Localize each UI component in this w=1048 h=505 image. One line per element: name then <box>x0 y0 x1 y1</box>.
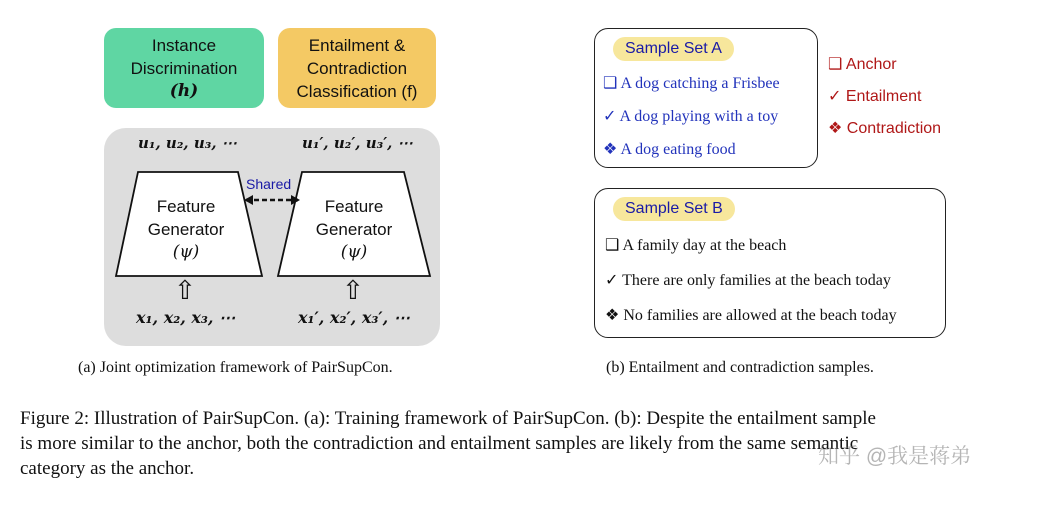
instance-line-3: (h) <box>169 80 199 101</box>
legend-entailment-icon: ✓ <box>828 88 842 105</box>
top-left-variables: u₁, u₂, u₃, ⋯ <box>138 134 237 152</box>
entailment-classification-box <box>278 28 436 108</box>
legend-contradiction-icon: ❖ <box>828 120 843 137</box>
diamond-marker-icon: ❖ <box>605 307 620 324</box>
legend-contradiction-text: Contradiction <box>846 120 942 137</box>
legend-anchor-icon: ❑ <box>828 56 843 73</box>
set-a-item-anchor <box>603 73 780 93</box>
check-marker-icon: ✓ <box>603 108 617 125</box>
generator-right-line-1: Feature <box>324 197 384 216</box>
figure-caption-line-3: category as the anchor. <box>20 458 195 479</box>
generator-right-line-3: (ψ) <box>340 242 368 262</box>
legend-entailment-text: Entailment <box>845 88 922 105</box>
set-b-item-anchor <box>605 235 786 255</box>
set-a-item-contradiction-text: A dog eating food <box>620 141 736 158</box>
top-right-variables: u₁′, u₂′, u₃′, ⋯ <box>302 134 413 152</box>
set-a-item-anchor-text: A dog catching a Frisbee <box>620 75 780 92</box>
shared-label: Shared <box>246 176 292 192</box>
generator-left-line-1: Feature <box>156 197 216 216</box>
entail-line-2: Contradiction <box>306 58 408 78</box>
up-arrow-right-icon: ⇧ <box>342 276 364 306</box>
anchor-marker-icon: ❑ <box>605 237 620 254</box>
set-a-item-contradiction <box>603 139 736 159</box>
watermark: 知乎 @我是蒋弟 <box>818 445 972 468</box>
instance-discrimination-box <box>104 28 264 108</box>
set-a-item-entailment-text: A dog playing with a toy <box>619 108 779 125</box>
set-a-item-entailment <box>603 106 778 126</box>
instance-line-1: Instance <box>151 35 217 55</box>
set-b-item-entailment-text: There are only families at the beach today <box>622 272 891 289</box>
anchor-marker-icon: ❑ <box>603 75 618 92</box>
sample-set-a-title: Sample Set A <box>613 37 734 61</box>
generator-left-line-3: (ψ) <box>172 242 200 262</box>
feature-generator-right <box>294 195 414 264</box>
bottom-left-variables: x₁, x₂, x₃, ⋯ <box>136 308 236 327</box>
legend-anchor-text: Anchor <box>845 56 897 73</box>
set-b-item-anchor-text: A family day at the beach <box>622 237 787 254</box>
sample-set-a-box <box>594 28 818 168</box>
legend-anchor <box>828 54 897 74</box>
set-b-item-contradiction-text: No families are allowed at the beach today <box>623 307 897 324</box>
caption-b: (b) Entailment and contradiction samples. <box>606 359 874 376</box>
entail-line-3: Classification (f) <box>296 81 418 101</box>
sample-set-b-title: Sample Set B <box>613 197 735 221</box>
bottom-right-variables: x₁′, x₂′, x₃′, ⋯ <box>298 308 410 327</box>
feature-generator-left <box>126 195 246 264</box>
set-b-item-contradiction <box>605 305 897 325</box>
figure-caption-line-2: is more similar to the anchor, both the contradiction and entailment samples are likely from the same semantic <box>20 433 859 454</box>
figure-caption-line-1: Figure 2: Illustration of PairSupCon. (a): Training framework of PairSupCon. (b): Despite the entailment sample <box>20 408 876 429</box>
diamond-marker-icon: ❖ <box>603 141 618 158</box>
generator-right-line-2: Generator <box>315 220 393 239</box>
generator-left-line-2: Generator <box>147 220 225 239</box>
legend-contradiction <box>828 118 941 138</box>
entail-line-1: Entailment & <box>308 35 406 55</box>
instance-line-2: Discrimination <box>130 58 238 78</box>
set-b-item-entailment <box>605 270 891 290</box>
up-arrow-left-icon: ⇧ <box>174 276 196 306</box>
sample-set-b-box <box>594 188 946 338</box>
check-marker-icon: ✓ <box>605 272 619 289</box>
legend-entailment <box>828 86 921 106</box>
caption-a: (a) Joint optimization framework of PairSupCon. <box>78 359 393 376</box>
